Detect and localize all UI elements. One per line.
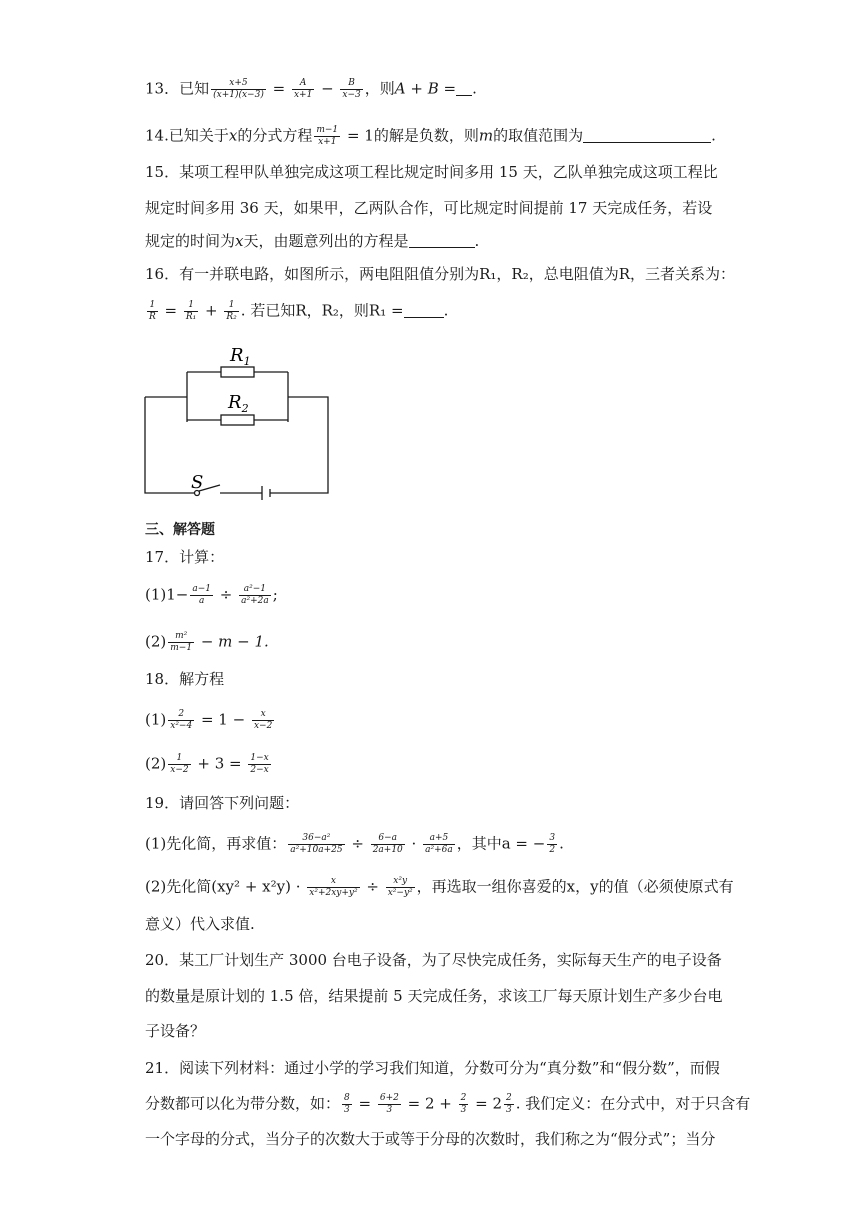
label-switch: S bbox=[191, 472, 204, 493]
question-15-line-2: 规定时间多用 36 天，如果甲，乙两队合作，可比规定时间提前 17 天完成任务，若设 bbox=[145, 199, 713, 217]
question-19-title: 19．请回答下列问题： bbox=[145, 794, 300, 812]
question-number: 13． bbox=[145, 79, 180, 98]
question-20-line-1: 20．某工厂计划生产 3000 台电子设备，为了尽快完成任务，实际每天生产的电子设备 bbox=[145, 951, 722, 969]
fraction: $\frac{6+2}{3}$ bbox=[379, 1093, 399, 1115]
fraction: $\frac{1-x}{2-x}$ bbox=[250, 753, 269, 775]
question-17-part-2: (2) $\frac{\text{m²}}{m-1}$ − m − 1. bbox=[145, 631, 269, 653]
answer-blank bbox=[456, 81, 472, 96]
fraction: $\frac{a-1}{a}$ bbox=[192, 584, 211, 606]
question-18-part-2: (2) $\frac{1}{x-2}$ + 3 = $\frac{1-x}{2-x}$ bbox=[145, 753, 269, 775]
fraction: $\frac{1}{\text{R₁}}$ bbox=[185, 300, 197, 322]
fraction: $\frac{1}{x-2}$ bbox=[170, 753, 189, 775]
question-18-part-1: (1) $\frac{2}{\text{x²−4}}$ = 1 − $\frac{x}{x-2}$ bbox=[145, 709, 273, 731]
fraction: $\frac{2}{3}$ bbox=[506, 1093, 512, 1115]
question-21-line-2: 分数都可以化为带分数，如： $\frac{8}{3}$ = $\frac{6+2}{3}$ = 2 + $\frac{2}{3}$ = 2 $\frac{2}{3}$ . 我们定义：在分式中，对于只含有 bbox=[145, 1093, 751, 1115]
fraction: $\frac{\text{36−a²}}{\text{a²+10a+25}}$ bbox=[290, 833, 343, 855]
question-18-title: 18．解方程 bbox=[145, 670, 225, 688]
fraction: $\frac{m-1}{x+1}$ bbox=[316, 125, 339, 147]
answer-blank bbox=[404, 303, 444, 318]
question-15-line-3: 规定的时间为x天，由题意列出的方程是 . bbox=[145, 232, 480, 250]
fraction: $\frac{2}{3}$ bbox=[460, 1093, 467, 1115]
answer-blank bbox=[409, 233, 475, 248]
fraction: $\frac{1}{R}$ bbox=[149, 300, 156, 322]
fraction: $\frac{6-a}{2a+10}$ bbox=[372, 833, 403, 855]
fraction: $\frac{1}{\text{R₂}}$ bbox=[226, 300, 237, 322]
fraction: $\frac{A}{x+1}$ bbox=[293, 78, 313, 100]
question-19-part-1: (1)先化简，再求值： $\frac{\text{36−a²}}{\text{a²+10a+25}}$ ÷ $\frac{6-a}{2a+10}$ · $\frac{a+5}{\text{a²+6a}}$ ，其中a = − $\frac{3}{2}$ . bbox=[145, 833, 564, 855]
question-19-part-2: (2)先化简(xy² + x²y) · $\frac{x}{\text{x²+2xy+y²}}$ ÷ $\frac{\text{x²y}}{\text{x²−y²}}$ ，再选取一组你喜爱的x，y的值（必须使原式有 bbox=[145, 876, 734, 898]
label-r1: $R_1$ bbox=[230, 345, 251, 368]
question-19-part-2-line-2: 意义）代入求值. bbox=[145, 915, 255, 933]
question-13: 13．已知 $\frac{x+5}{(x+1)(x-3)}$ = $\frac{A}{x+1}$ − $\frac{B}{x-3}$ ，则A + B = . bbox=[145, 78, 477, 100]
fraction: $\frac{2}{\text{x²−4}}$ bbox=[170, 709, 193, 731]
answer-blank bbox=[583, 128, 711, 143]
question-21-line-3: 一个字母的分式，当分子的次数大于或等于分母的次数时，我们称之为“假分式”；当分 bbox=[145, 1130, 716, 1148]
fraction: $\frac{\text{m²}}{m-1}$ bbox=[170, 631, 193, 653]
resistor-r1 bbox=[221, 367, 254, 377]
question-17-part-1: (1)1− $\frac{a-1}{a}$ ÷ $\frac{\text{a²−1}}{\text{a²+2a}}$ ; bbox=[145, 584, 278, 606]
label-r2: $R_2$ bbox=[228, 392, 249, 415]
fraction: $\frac{x}{\text{x²+2xy+y²}}$ bbox=[309, 876, 358, 898]
parallel-circuit-diagram bbox=[140, 340, 340, 505]
question-17-title: 17．计算： bbox=[145, 548, 225, 566]
question-20-line-3: 子设备？ bbox=[145, 1022, 206, 1040]
section-heading: 三、解答题 bbox=[145, 522, 215, 538]
question-21-line-1: 21．阅读下列材料：通过小学的学习我们知道，分数可分为“真分数”和“假分数”，而假 bbox=[145, 1059, 720, 1077]
fraction: $\frac{\text{a²−1}}{\text{a²+2a}}$ bbox=[241, 584, 269, 606]
wire bbox=[270, 397, 328, 493]
fraction: $\frac{x+5}{(x+1)(x-3)}$ bbox=[213, 78, 264, 100]
question-16-line-2: $\frac{1}{R}$ = $\frac{1}{\text{R₁}}$ + $\frac{1}{\text{R₂}}$ . 若已知R，R₂，则R₁ = . bbox=[149, 300, 449, 322]
fraction: $\frac{a+5}{\text{a²+6a}}$ bbox=[425, 833, 453, 855]
resistor-r2 bbox=[221, 415, 254, 425]
fraction: $\frac{B}{x-3}$ bbox=[342, 78, 361, 100]
fraction: $\frac{8}{3}$ bbox=[344, 1093, 350, 1115]
fraction: $\frac{3}{2}$ bbox=[549, 833, 556, 855]
fraction: $\frac{x}{x-2}$ bbox=[253, 709, 273, 731]
question-15-line-1: 15．某项工程甲队单独完成这项工程比规定时间多用 15 天，乙队单独完成这项工程比 bbox=[145, 163, 718, 181]
question-20-line-2: 的数量是原计划的 1.5 倍，结果提前 5 天完成任务，求该工厂每天原计划生产多少台电 bbox=[145, 987, 723, 1005]
question-14: 14.已知关于x的分式方程 $\frac{m-1}{x+1}$ = 1的解是负数，则m的取值范围为 . bbox=[145, 125, 716, 147]
question-16-line-1: 16．有一并联电路，如图所示，两电阻阻值分别为R₁，R₂，总电阻值为R，三者关系为： bbox=[145, 265, 735, 283]
fraction: $\frac{\text{x²y}}{\text{x²−y²}}$ bbox=[387, 876, 413, 898]
